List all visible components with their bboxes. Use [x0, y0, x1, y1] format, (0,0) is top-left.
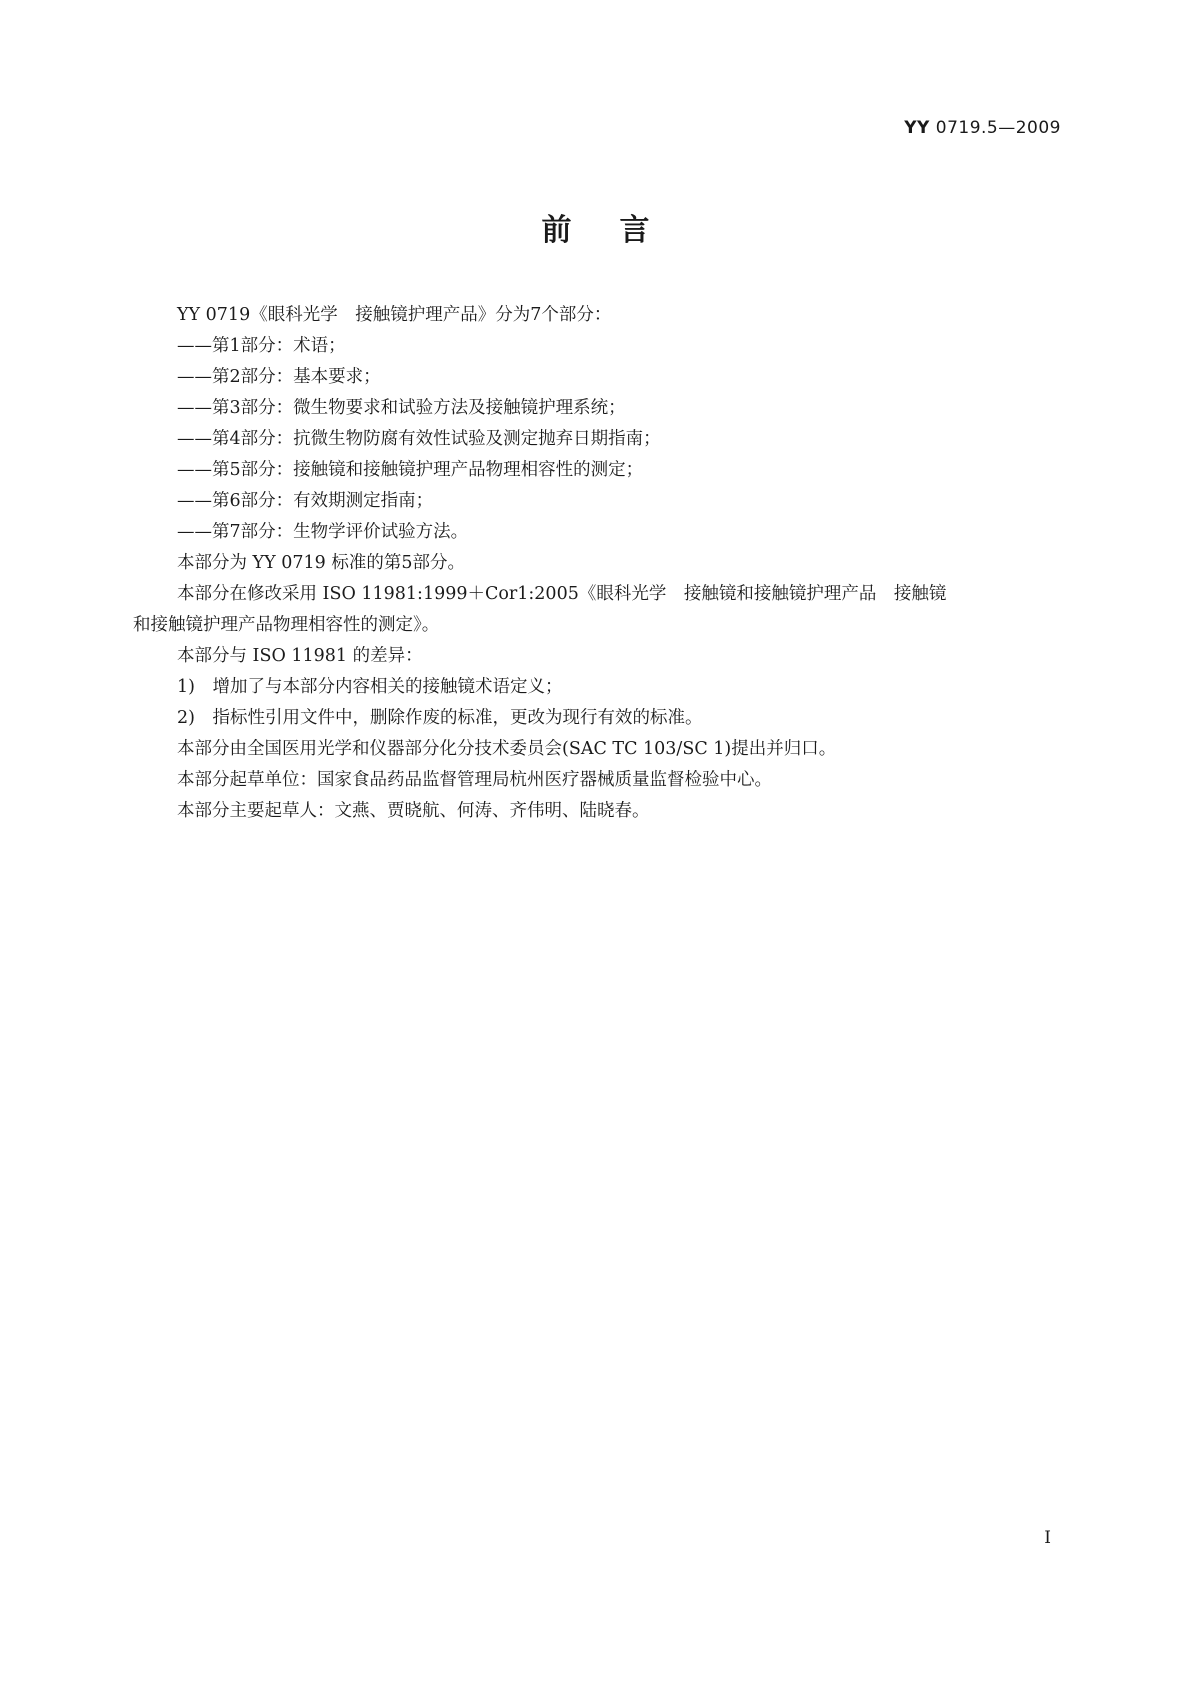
part-item-7: ——第7部分：生物学评价试验方法。: [177, 522, 469, 542]
part-item-6: ——第6部分：有效期测定指南；: [177, 491, 434, 511]
intro-paragraph: YY 0719《眼科光学 接触镜护理产品》分为7个部分：: [177, 305, 612, 325]
drafter-unit-statement: 本部分起草单位：国家食品药品监督管理局杭州医疗器械质量监督检验中心。: [177, 770, 772, 790]
part-item-5: ——第5部分：接触镜和接触镜护理产品物理相容性的测定；: [177, 460, 644, 480]
page-number: I: [1044, 1528, 1051, 1548]
standard-code-number: 0719.5—2009: [935, 118, 1061, 138]
part-item-2: ——第2部分：基本要求；: [177, 367, 381, 387]
difference-item-1: 1) 增加了与本部分内容相关的接触镜术语定义；: [177, 677, 563, 697]
drafters-statement: 本部分主要起草人：文燕、贾晓航、何涛、齐伟明、陆晓春。: [177, 801, 650, 821]
standard-code-prefix: YY: [904, 118, 930, 138]
part-item-1: ——第1部分：术语；: [177, 336, 346, 356]
page-title: 前言: [541, 213, 698, 248]
standard-code: [904, 118, 1061, 138]
adoption-statement-line2: 和接触镜护理产品物理相容性的测定》。: [133, 615, 440, 635]
foreword-body: [133, 300, 1063, 827]
part-item-3: ——第3部分：微生物要求和试验方法及接触镜护理系统；: [177, 398, 626, 418]
proposer-statement: 本部分由全国医用光学和仪器部分化分技术委员会(SAC TC 103/SC 1)提出并归口。: [177, 739, 837, 759]
part-statement: 本部分为 YY 0719 标准的第5部分。: [177, 553, 465, 573]
adoption-statement-line1: 本部分在修改采用 ISO 11981:1999＋Cor1:2005《眼科光学 接触镜和接触镜护理产品 接触镜: [177, 584, 947, 604]
differences-intro: 本部分与 ISO 11981 的差异：: [177, 646, 423, 666]
part-item-4: ——第4部分：抗微生物防腐有效性试验及测定抛弃日期指南；: [177, 429, 661, 449]
difference-item-2: 2) 指标性引用文件中，删除作废的标准，更改为现行有效的标准。: [177, 708, 703, 728]
